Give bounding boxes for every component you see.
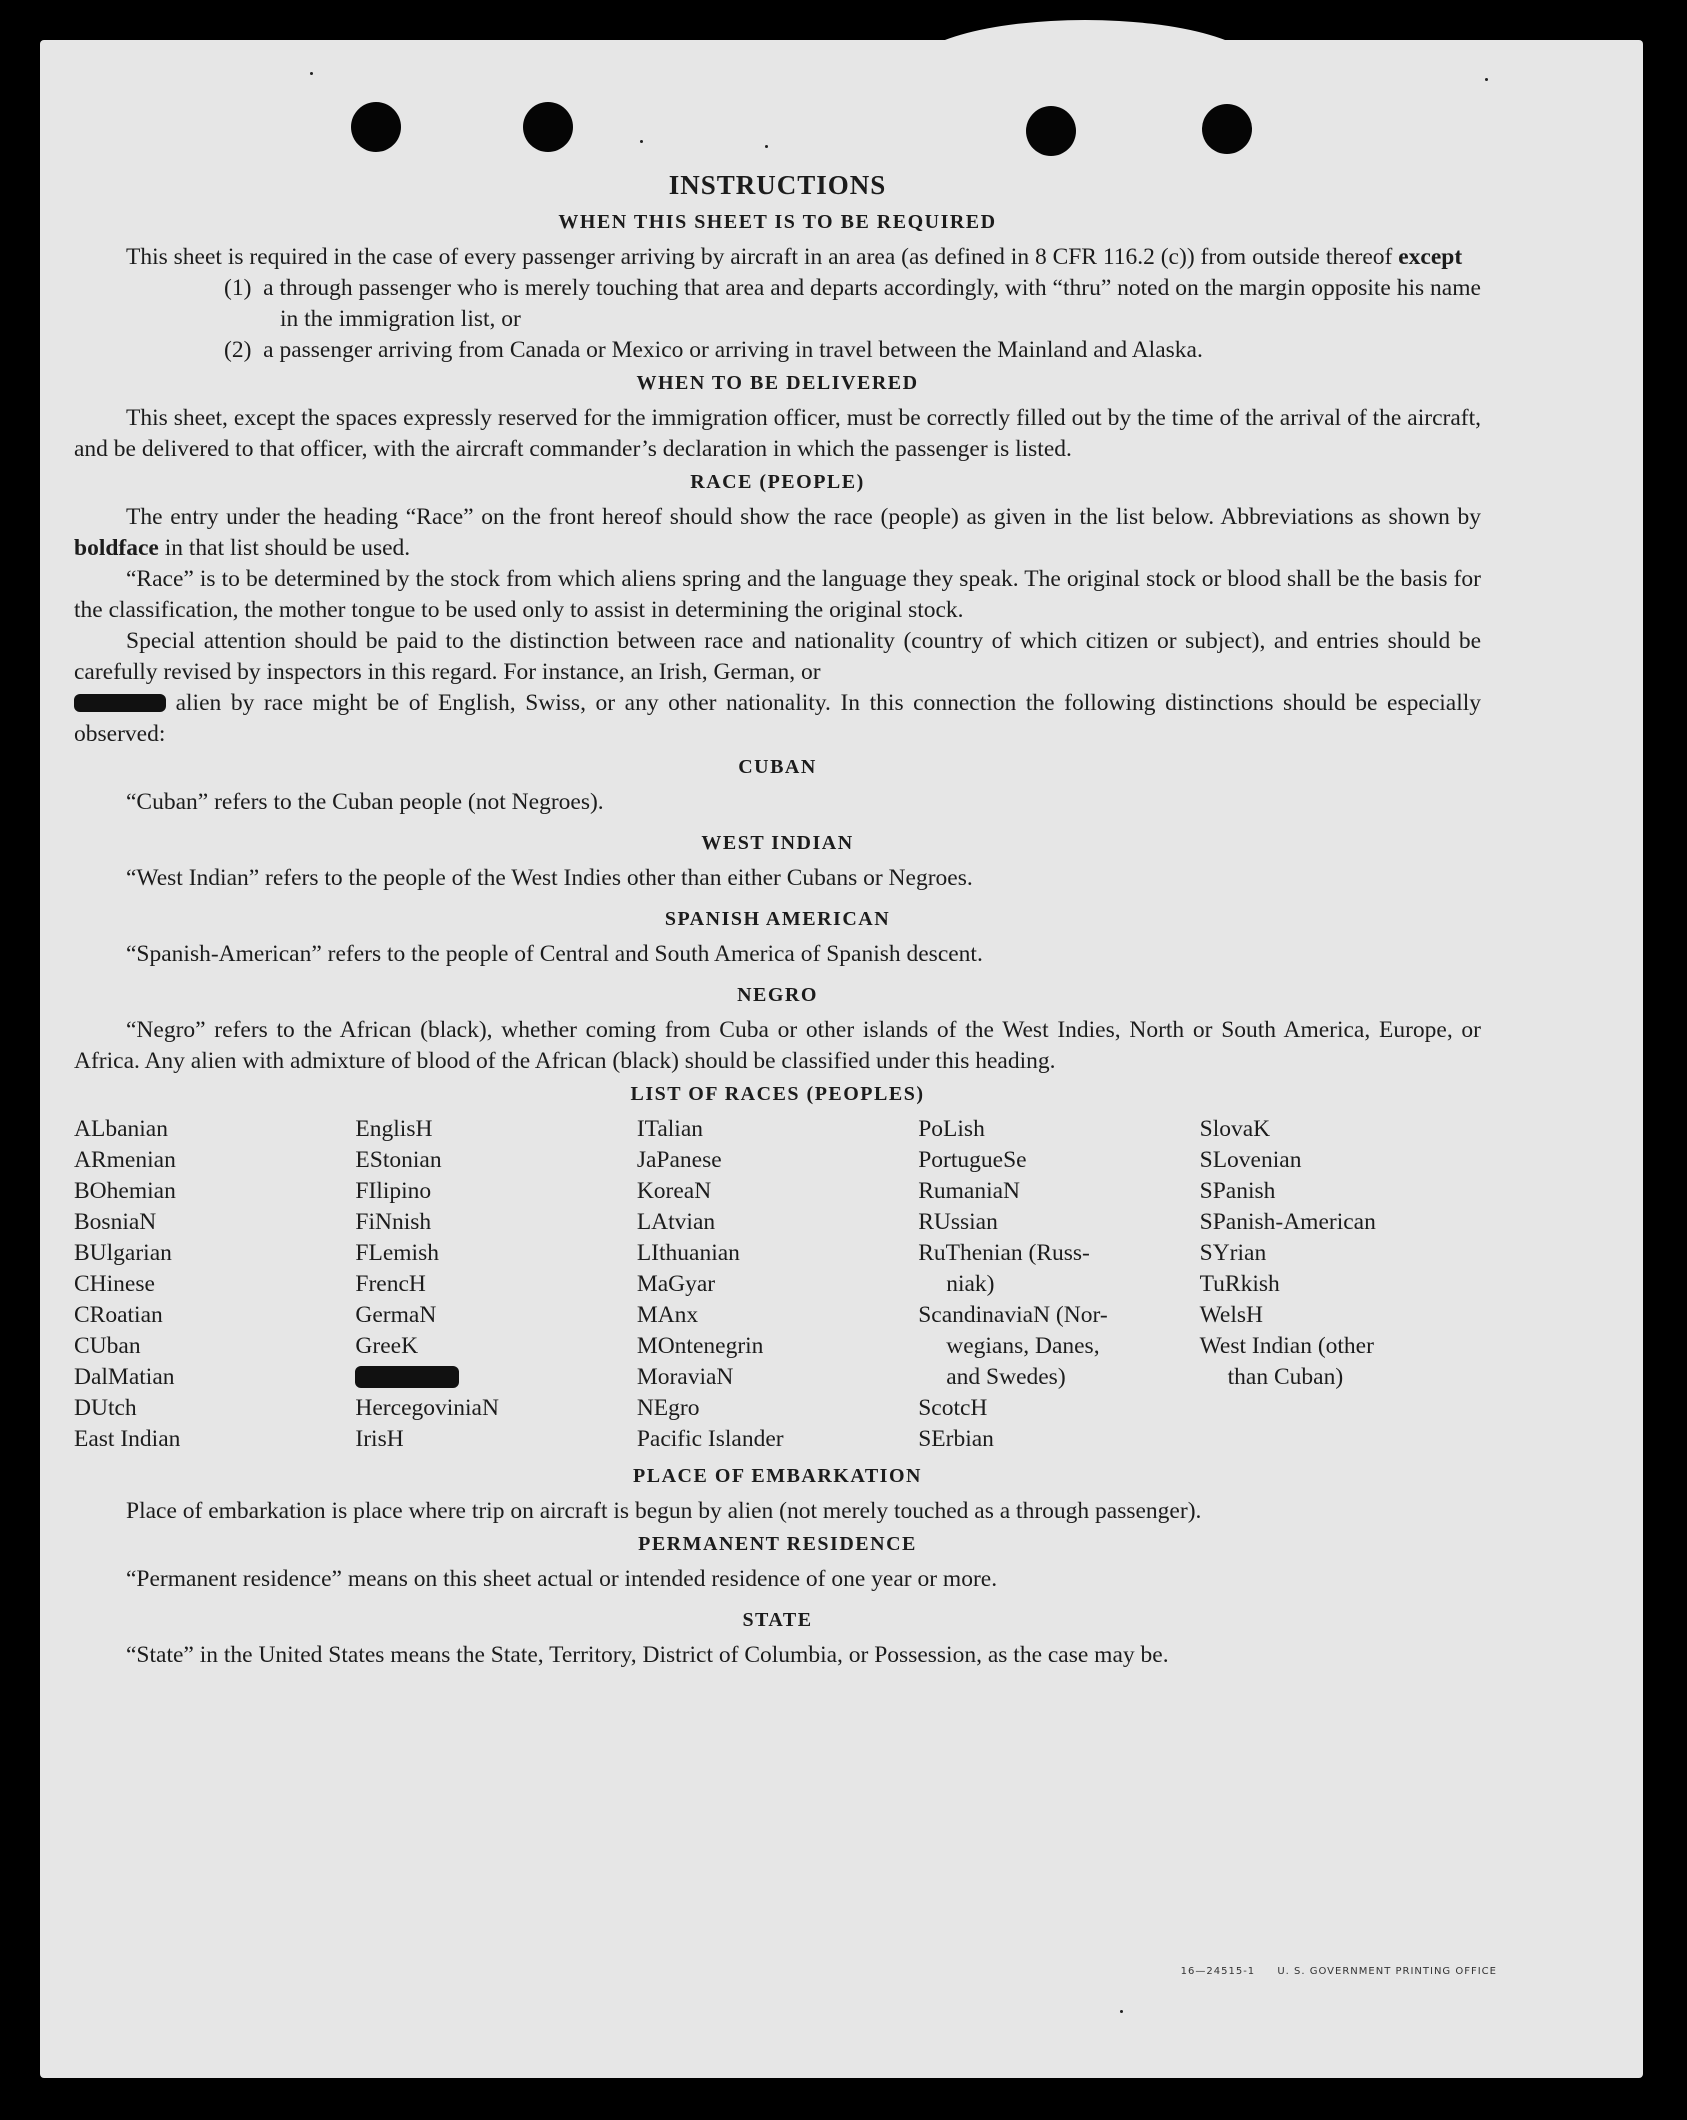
races-column-1 [74, 1114, 355, 1455]
race-entry: ARmenian [74, 1147, 176, 1173]
race-entry: LIthuanian [636, 1240, 740, 1266]
sheet-tab [910, 20, 1260, 70]
race-entry: FrencH [355, 1271, 426, 1297]
printer-name: U. S. GOVERNMENT PRINTING OFFICE [1277, 1966, 1497, 1977]
section-heading-required: WHEN THIS SHEET IS TO BE REQUIRED [558, 211, 997, 233]
race-entry: Pacific Islander [636, 1426, 784, 1452]
printer-imprint [1163, 1966, 1497, 1977]
negro-definition: “Negro” refers to the African (black), whether coming from Cuba or other islands of the West Indies, North or South America, Europe, or Africa. Any alien with admixture of blood of the African (black) should be classified under this heading. [74, 1017, 1481, 1074]
race-entry: EnglisH [355, 1116, 433, 1142]
race-paragraph-3: Special attention should be paid to the distinction between race and nationality (country of which citizen or subject), and entries should be carefully revised by inspectors in this regard. For instance, an Irish, German, or alien by race might be of English, Swiss, or any other nationality. In this connection the following distinctions should be especially observed: [74, 628, 1482, 747]
race-entry: RuThenian (Russ- [918, 1240, 1090, 1266]
race-entry: MAnx [636, 1302, 699, 1328]
section-heading-delivered: WHEN TO BE DELIVERED [636, 372, 919, 394]
race-entry: DalMatian [74, 1364, 175, 1390]
section-heading-embarkation: PLACE OF EMBARKATION [633, 1465, 922, 1487]
punch-hole [1026, 106, 1076, 156]
section-heading-cuban: CUBAN [738, 756, 817, 778]
races-list [74, 1114, 1481, 1455]
redaction-mark [355, 1366, 459, 1388]
race-entry: JaPanese [636, 1147, 722, 1173]
races-column-4 [918, 1114, 1199, 1455]
race-paragraph-1: The entry under the heading “Race” on the front hereof should show the race (people) as given in the list below. Abbreviations as shown by boldface in that list should be used. [74, 504, 1481, 561]
section-heading-west-indian: WEST INDIAN [701, 832, 854, 854]
race-entry: SLovenian [1199, 1147, 1302, 1173]
dust-speck [765, 145, 768, 148]
races-column-2 [355, 1114, 636, 1455]
required-intro: This sheet is required in the case of every passenger arriving by aircraft in an area (as defined in 8 CFR 116.2 (c)) from outside thereof except [126, 244, 1463, 270]
race-entry: LAtvian [636, 1209, 716, 1235]
race-entry: CRoatian [74, 1302, 163, 1328]
race-entry: SPanish-American [1199, 1209, 1376, 1235]
section-heading-spanish-american: SPANISH AMERICAN [664, 908, 891, 930]
race-entry: SYrian [1199, 1240, 1267, 1266]
race-entry: SlovaK [1199, 1116, 1271, 1142]
dust-speck [1120, 2010, 1123, 2013]
race-entry-redacted [355, 1362, 636, 1393]
race-entry: WelsH [1199, 1302, 1263, 1328]
race-entry: GermaN [355, 1302, 437, 1328]
race-entry: MOntenegrin [636, 1333, 764, 1359]
race-entry: ALbanian [74, 1116, 168, 1142]
race-entry: BUlgarian [74, 1240, 172, 1266]
race-entry: FiNnish [355, 1209, 432, 1235]
state-definition: “State” in the United States means the State, Territory, District of Columbia, or Possession, as the case may be. [126, 1642, 1169, 1668]
race-entry: RumaniaN [918, 1178, 1021, 1204]
race-entry: EStonian [355, 1147, 442, 1173]
required-item-1: (1) a through passenger who is merely touching that area and departs accordingly, with “thru” noted on the margin opposite his name in the immigration list, or [224, 275, 1481, 332]
embarkation-definition: Place of embarkation is place where trip on aircraft is begun by alien (not merely touched as a through passenger). [126, 1498, 1202, 1524]
race-entry: BOhemian [74, 1178, 176, 1204]
redaction-mark [74, 694, 166, 712]
spanish-american-definition: “Spanish-American” refers to the people of Central and South America of Spanish descent. [126, 941, 983, 967]
race-entry: TuRkish [1199, 1271, 1280, 1297]
punch-hole [1202, 104, 1252, 154]
race-entry: CUban [74, 1333, 141, 1359]
race-entry: NEgro [636, 1395, 700, 1421]
page-title: INSTRUCTIONS [668, 170, 887, 200]
race-entry-continuation: wegians, Danes, [946, 1333, 1100, 1359]
race-entry: HercegoviniaN [355, 1395, 499, 1421]
section-heading-state: STATE [742, 1609, 813, 1631]
race-entry: MaGyar [636, 1271, 716, 1297]
race-entry: MoraviaN [636, 1364, 734, 1390]
dust-speck [1485, 78, 1488, 81]
race-entry: ScotcH [918, 1395, 988, 1421]
race-entry: CHinese [74, 1271, 155, 1297]
race-entry-continuation: and Swedes) [946, 1364, 1066, 1390]
form-number: 16—24515-1 [1180, 1966, 1256, 1977]
race-entry: FIlipino [355, 1178, 432, 1204]
cuban-definition: “Cuban” refers to the Cuban people (not Negroes). [126, 789, 604, 815]
race-entry-continuation: niak) [946, 1271, 995, 1297]
race-entry: ScandinaviaN (Nor- [918, 1302, 1108, 1328]
race-entry: FLemish [355, 1240, 439, 1266]
section-heading-race: RACE (PEOPLE) [690, 471, 865, 493]
section-heading-races-list: LIST OF RACES (PEOPLES) [630, 1083, 925, 1105]
races-column-5 [1200, 1114, 1481, 1455]
punch-hole [523, 102, 573, 152]
section-heading-residence: PERMANENT RESIDENCE [638, 1533, 917, 1555]
race-entry: SPanish [1199, 1178, 1276, 1204]
race-entry: IrisH [355, 1426, 404, 1452]
race-entry: ITalian [636, 1116, 704, 1142]
dust-speck [640, 140, 643, 143]
race-entry: East Indian [74, 1426, 181, 1452]
race-entry: KoreaN [636, 1178, 712, 1204]
dust-speck [310, 72, 313, 75]
section-heading-negro: NEGRO [737, 984, 818, 1006]
race-entry-continuation: than Cuban) [1227, 1364, 1344, 1390]
required-item-2: (2) a passenger arriving from Canada or Mexico or arriving in travel between the Mainland and Alaska. [224, 337, 1203, 363]
race-entry: PoLish [918, 1116, 985, 1142]
race-entry: RUssian [918, 1209, 998, 1235]
race-entry: DUtch [74, 1395, 137, 1421]
residence-definition: “Permanent residence” means on this sheet actual or intended residence of one year or more. [126, 1566, 998, 1592]
race-entry: SErbian [918, 1426, 994, 1452]
race-entry: BosniaN [74, 1209, 157, 1235]
race-entry: West Indian (other [1199, 1333, 1374, 1359]
race-entry: GreeK [355, 1333, 419, 1359]
punch-hole [351, 102, 401, 152]
instructions-content [74, 170, 1481, 1671]
delivered-text: This sheet, except the spaces expressly reserved for the immigration officer, must be correctly filled out by the time of the arrival of the aircraft, and be delivered to that officer, with the aircraft commander’s declaration in which the passenger is listed. [74, 405, 1481, 462]
races-column-3 [637, 1114, 918, 1455]
race-paragraph-2: “Race” is to be determined by the stock from which aliens spring and the language they speak. The original stock or blood shall be the basis for the classification, the mother tongue to be used only to assist in determining the original stock. [74, 566, 1481, 623]
west-indian-definition: “West Indian” refers to the people of the West Indies other than either Cubans or Negroes. [126, 865, 973, 891]
race-entry: PortugueSe [918, 1147, 1027, 1173]
